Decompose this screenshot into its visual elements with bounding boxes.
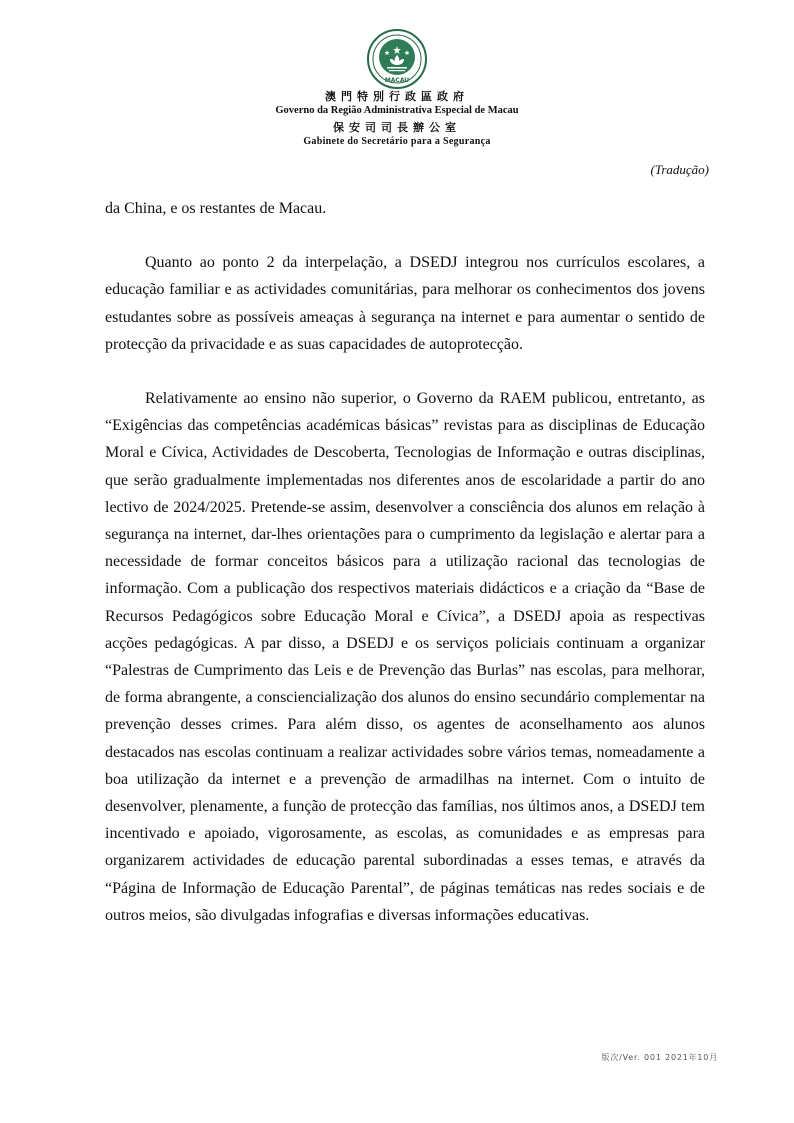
paragraph-non-higher-education: Relativamente ao ensino não superior, o Governo da RAEM publicou, entretanto, as “Exigências das competências académicas básicas” revistas para as disciplinas de Educação Moral e Cívica, Actividades de Descoberta, Tecnologias de Informação e outras disciplinas, que serão gradualmente implementadas nos diferentes anos de escolaridade a partir do ano lectivo de 2024/2025. Pretende-se assim, desenvolver a consciência dos alunos em relação à segurança na internet, dar-lhes orientações para o cumprimento da legislação e alertar para a necessidade de formar conceitos básicos para a utilização racional das tecnologias de informação. Com a publicação dos respectivos materiais didácticos e a criação da “Base de Recursos Pedagógicos sobre Educação Moral e Cívica”, a DSEDJ apoia as respectivas acções pedagógicas. A par disso, a DSEDJ e os serviços policiais continuam a organizar “Palestras de Cumprimento das Leis e de Prevenção das Burlas” nas escolas, para melhorar, de forma abrangente, a consciencialização dos alunos do ensino secundário complementar na prevenção desses crimes. Para além disso, os agentes de aconselhamento aos alunos destacados nas escolas continuam a realizar actividades sobre vários temas, nomeadamente a boa utilização da internet e a prevenção de armadilhas na internet. Com o intuito de desenvolver, plenamente, a função de protecção das famílias, nos últimos anos, a DSEDJ tem incentivado e apoiado, vigorosamente, as escolas, as comunidades e as empresas para organizarem actividades de educação parental subordinadas a esses temas, e através da “Página de Informação de Educação Parental”, de páginas temáticas nas redes sociais e de outros meios, são divulgadas infografias e diversas informações educativas. — [105, 390, 705, 924]
office-name-portuguese: Gabinete do Secretário para a Segurança — [303, 136, 491, 147]
government-name-chinese: 澳門特別行政區政府 — [325, 90, 469, 103]
document-body — [105, 195, 705, 956]
government-name-portuguese: Governo da Região Administrativa Especial de Macau — [275, 105, 519, 116]
macau-sar-emblem-icon — [366, 28, 428, 90]
paragraph-continuation: da China, e os restantes de Macau. — [105, 200, 327, 217]
office-name-chinese: 保安司司長辦公室 — [333, 121, 461, 134]
letterhead — [0, 28, 794, 148]
emblem-text: MACAU — [384, 77, 410, 84]
translation-label: (Tradução) — [650, 162, 709, 177]
version-footer: 版次/Ver. 001 2021年10月 — [601, 1053, 718, 1062]
paragraph-point-2: Quanto ao ponto 2 da interpelação, a DSEDJ integrou nos currículos escolares, a educação familiar e as actividades comunitárias, para melhorar os conhecimentos dos jovens estudantes sobre as possíveis ameaças à segurança na internet e para aumentar o sentido de protecção da privacidade e as suas capacidades de autoprotecção. — [105, 254, 705, 353]
